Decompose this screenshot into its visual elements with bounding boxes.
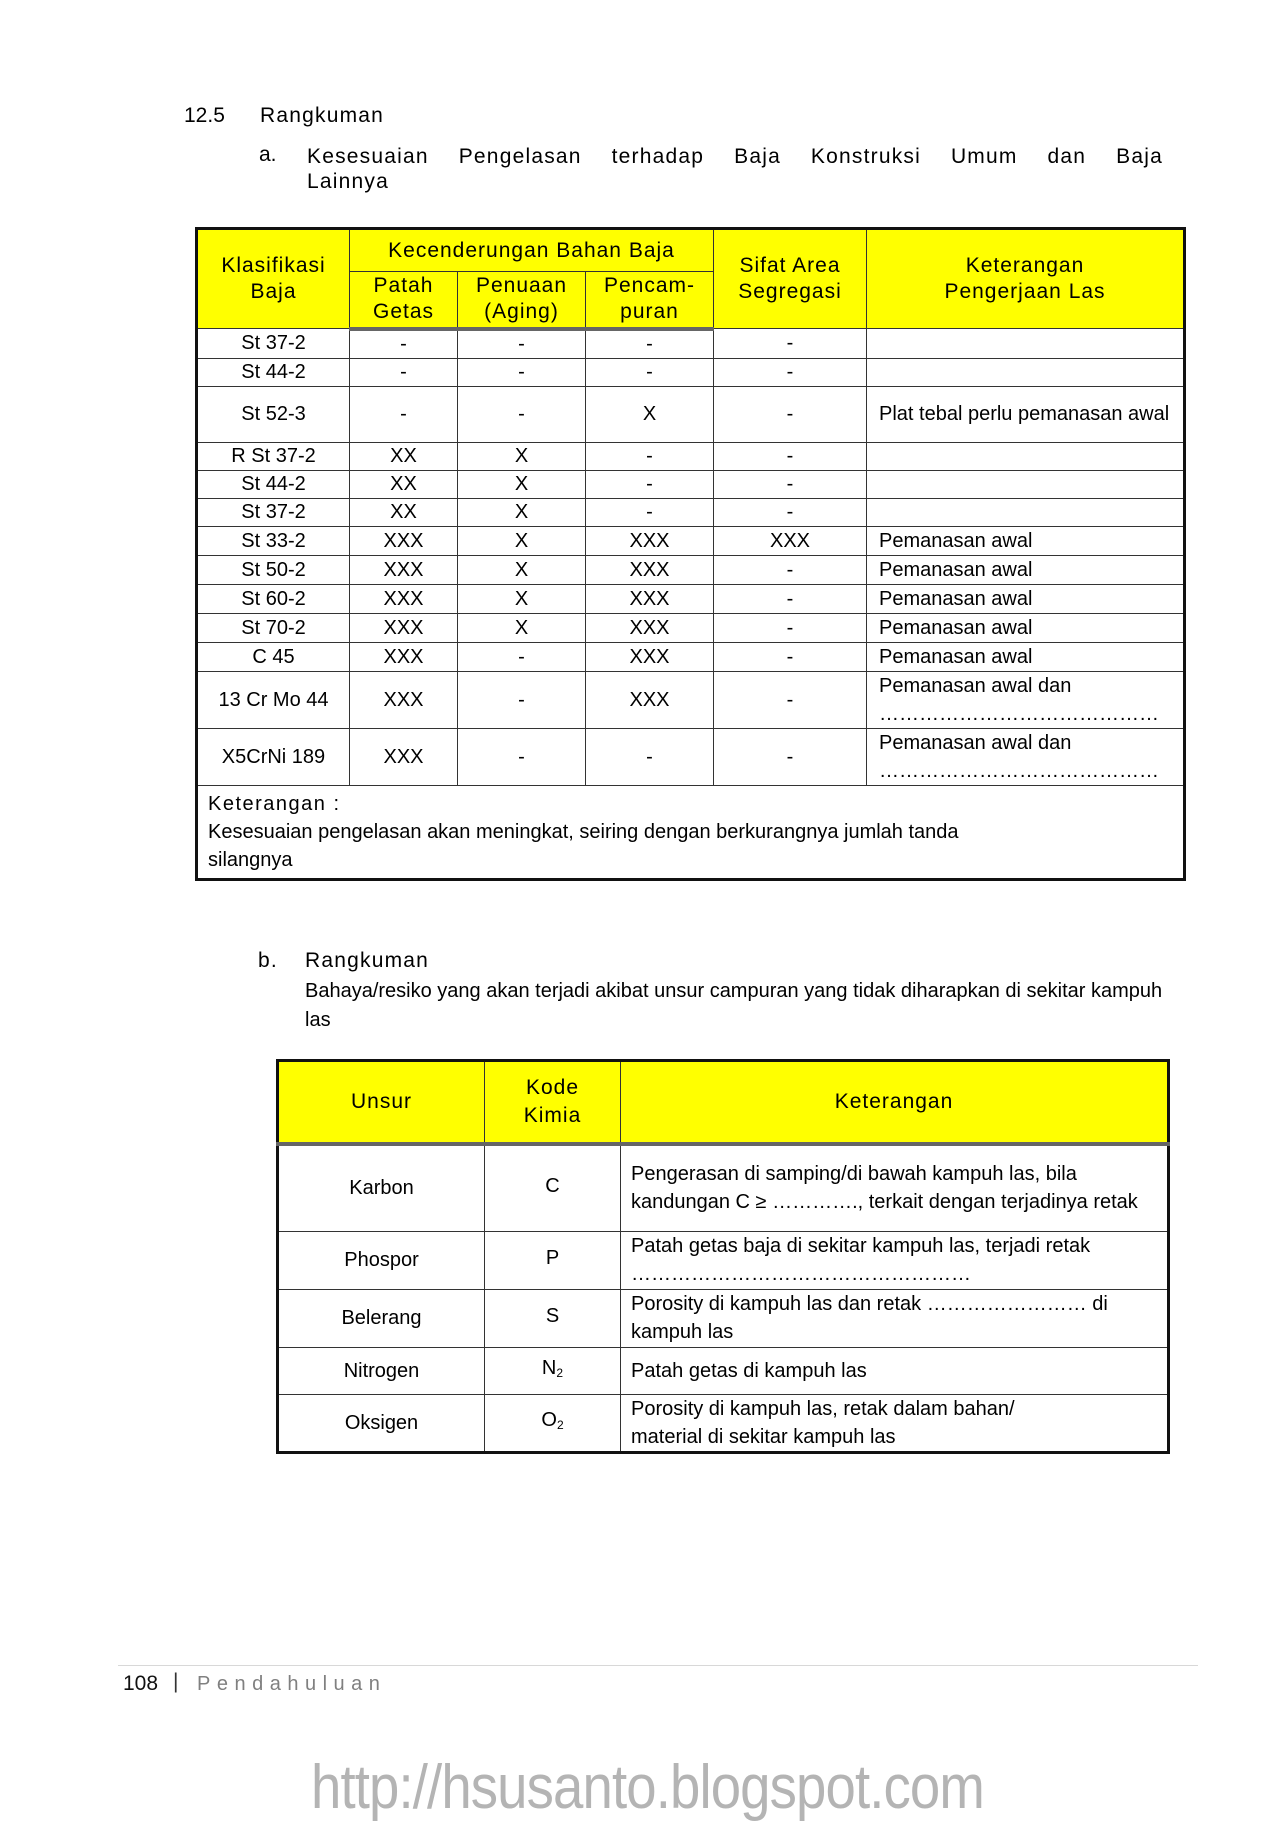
cell-klasifikasi: St 60-2 (197, 584, 350, 613)
cell-keterangan: Patah getas di kampuh las (621, 1347, 1169, 1394)
page-number: 108 (123, 1672, 159, 1695)
footer-note-label: Keterangan : (208, 792, 341, 815)
cell-segregasi: - (714, 470, 867, 498)
header-keterangan: Keterangan Pengerjaan Las (867, 229, 1185, 329)
cell-unsur: Oksigen (278, 1394, 485, 1452)
cell-penuaan: X (458, 498, 586, 526)
header-keterangan: Keterangan (621, 1061, 1169, 1145)
cell-patah-getas: XXX (350, 671, 458, 728)
cell-penuaan: X (458, 526, 586, 555)
table-row (278, 1289, 1169, 1347)
cell-pencampuran: - (586, 470, 714, 498)
cell-keterangan (867, 358, 1185, 386)
subsection-a-title-line2: Lainnya (307, 170, 389, 193)
table-footer-row (197, 785, 1185, 879)
cell-keterangan: Pengerasan di samping/di bawah kampuh las, bila kandungan C ≥ …………., terkait dengan terjadinya retak (621, 1144, 1169, 1231)
cell-patah-getas: - (350, 358, 458, 386)
cell-kode: C (485, 1144, 621, 1231)
cell-patah-getas: XXX (350, 526, 458, 555)
table-row (197, 642, 1185, 671)
cell-keterangan: Pemanasan awal dan …………………………………… (867, 671, 1185, 728)
cell-penuaan: - (458, 671, 586, 728)
cell-segregasi: XXX (714, 526, 867, 555)
cell-unsur: Belerang (278, 1289, 485, 1347)
cell-penuaan: - (458, 329, 586, 359)
cell-pencampuran: XXX (586, 555, 714, 584)
table-row (197, 526, 1185, 555)
alloy-element-risk-table (276, 1059, 1170, 1454)
cell-keterangan (867, 329, 1185, 359)
cell-patah-getas: XXX (350, 728, 458, 785)
cell-pencampuran: XXX (586, 642, 714, 671)
subsection-a-letter: a. (259, 143, 277, 166)
cell-pencampuran: XXX (586, 526, 714, 555)
cell-penuaan: X (458, 613, 586, 642)
cell-segregasi: - (714, 613, 867, 642)
cell-segregasi: - (714, 555, 867, 584)
table-row (197, 329, 1185, 359)
footer-note-text: Kesesuaian pengelasan akan meningkat, seiring dengan berkurangnya jumlah tanda silangnya (208, 820, 959, 871)
table-row (278, 1347, 1169, 1394)
cell-kode: P (485, 1231, 621, 1289)
cell-penuaan: X (458, 584, 586, 613)
cell-kode: S (485, 1289, 621, 1347)
table-row (197, 442, 1185, 470)
cell-segregasi: - (714, 728, 867, 785)
cell-klasifikasi: C 45 (197, 642, 350, 671)
cell-segregasi: - (714, 386, 867, 442)
header-kecenderungan: Kecenderungan Bahan Baja (350, 229, 714, 272)
table-row (197, 470, 1185, 498)
table-row (278, 1144, 1169, 1231)
cell-klasifikasi: St 52-3 (197, 386, 350, 442)
cell-pencampuran: - (586, 498, 714, 526)
header-sifat-area: Sifat Area Segregasi (714, 229, 867, 329)
cell-penuaan: - (458, 358, 586, 386)
cell-penuaan: X (458, 555, 586, 584)
cell-patah-getas: - (350, 329, 458, 359)
cell-klasifikasi: R St 37-2 (197, 442, 350, 470)
cell-klasifikasi: St 44-2 (197, 358, 350, 386)
cell-keterangan: Porosity di kampuh las, retak dalam bahan/ material di sekitar kampuh las (621, 1394, 1169, 1452)
cell-keterangan: Patah getas baja di sekitar kampuh las, terjadi retak …………………………………………… (621, 1231, 1169, 1289)
cell-segregasi: - (714, 584, 867, 613)
cell-patah-getas: XXX (350, 584, 458, 613)
cell-unsur: Nitrogen (278, 1347, 485, 1394)
cell-keterangan: Pemanasan awal dan …………………………………… (867, 728, 1185, 785)
cell-pencampuran: - (586, 358, 714, 386)
cell-keterangan: Pemanasan awal (867, 613, 1185, 642)
table-row (197, 358, 1185, 386)
cell-keterangan: Pemanasan awal (867, 584, 1185, 613)
subsection-b-title: Rangkuman (305, 949, 430, 972)
header-klasifikasi: Klasifikasi Baja (197, 229, 350, 329)
cell-patah-getas: XX (350, 470, 458, 498)
table-row (197, 728, 1185, 785)
cell-pencampuran: - (586, 728, 714, 785)
cell-keterangan: Pemanasan awal (867, 555, 1185, 584)
table-row (197, 584, 1185, 613)
cell-kode: O2 (485, 1394, 621, 1452)
footer-separator: | (173, 1670, 179, 1693)
cell-segregasi: - (714, 442, 867, 470)
cell-pencampuran: X (586, 386, 714, 442)
header-kode-kimia: Kode Kimia (485, 1061, 621, 1145)
cell-penuaan: X (458, 442, 586, 470)
cell-keterangan: Pemanasan awal (867, 526, 1185, 555)
cell-unsur: Phospor (278, 1231, 485, 1289)
subsection-b-letter: b. (258, 949, 278, 972)
cell-klasifikasi: St 33-2 (197, 526, 350, 555)
cell-keterangan (867, 470, 1185, 498)
cell-penuaan: X (458, 470, 586, 498)
cell-patah-getas: XXX (350, 642, 458, 671)
cell-patah-getas: - (350, 386, 458, 442)
header-penuaan: Penuaan (Aging) (458, 272, 586, 329)
cell-patah-getas: XXX (350, 613, 458, 642)
cell-penuaan: - (458, 728, 586, 785)
table-row (197, 498, 1185, 526)
cell-segregasi: - (714, 498, 867, 526)
subsection-a-title-line1: Kesesuaian Pengelasan terhadap Baja Konstruksi Umum dan Baja (307, 145, 1163, 168)
cell-penuaan: - (458, 386, 586, 442)
table-footer-note (197, 785, 1185, 879)
cell-patah-getas: XX (350, 498, 458, 526)
footer-divider (118, 1665, 1198, 1666)
cell-patah-getas: XX (350, 442, 458, 470)
cell-segregasi: - (714, 671, 867, 728)
cell-klasifikasi: St 70-2 (197, 613, 350, 642)
steel-weldability-table (195, 227, 1186, 881)
cell-keterangan (867, 442, 1185, 470)
header-pencampuran: Pencam- puran (586, 272, 714, 329)
table-row (278, 1394, 1169, 1452)
cell-pencampuran: XXX (586, 584, 714, 613)
cell-klasifikasi: St 37-2 (197, 329, 350, 359)
cell-pencampuran: XXX (586, 613, 714, 642)
cell-klasifikasi: St 44-2 (197, 470, 350, 498)
cell-penuaan: - (458, 642, 586, 671)
cell-keterangan: Porosity di kampuh las dan retak …………………… di kampuh las (621, 1289, 1169, 1347)
watermark-url: http://hsusanto.blogspot.com (311, 1753, 984, 1822)
cell-klasifikasi: 13 Cr Mo 44 (197, 671, 350, 728)
table-row (197, 671, 1185, 728)
cell-segregasi: - (714, 358, 867, 386)
cell-klasifikasi: X5CrNi 189 (197, 728, 350, 785)
section-number: 12.5 (184, 104, 225, 127)
table-row (197, 386, 1185, 442)
cell-keterangan: Plat tebal perlu pemanasan awal (867, 386, 1185, 442)
header-patah-getas: Patah Getas (350, 272, 458, 329)
cell-keterangan: Pemanasan awal (867, 642, 1185, 671)
table-row (197, 613, 1185, 642)
cell-pencampuran: - (586, 329, 714, 359)
cell-pencampuran: XXX (586, 671, 714, 728)
cell-unsur: Karbon (278, 1144, 485, 1231)
subsection-b-description: Bahaya/resiko yang akan terjadi akibat unsur campuran yang tidak diharapkan di sekitar kampuh las (305, 980, 1163, 1031)
cell-klasifikasi: St 50-2 (197, 555, 350, 584)
chapter-name: Pendahuluan (197, 1673, 387, 1695)
cell-patah-getas: XXX (350, 555, 458, 584)
table-row (197, 555, 1185, 584)
cell-klasifikasi: St 37-2 (197, 498, 350, 526)
cell-keterangan (867, 498, 1185, 526)
section-title: Rangkuman (260, 104, 385, 127)
table-row (278, 1231, 1169, 1289)
cell-pencampuran: - (586, 442, 714, 470)
header-unsur: Unsur (278, 1061, 485, 1145)
cell-kode: N2 (485, 1347, 621, 1394)
cell-segregasi: - (714, 329, 867, 359)
cell-segregasi: - (714, 642, 867, 671)
